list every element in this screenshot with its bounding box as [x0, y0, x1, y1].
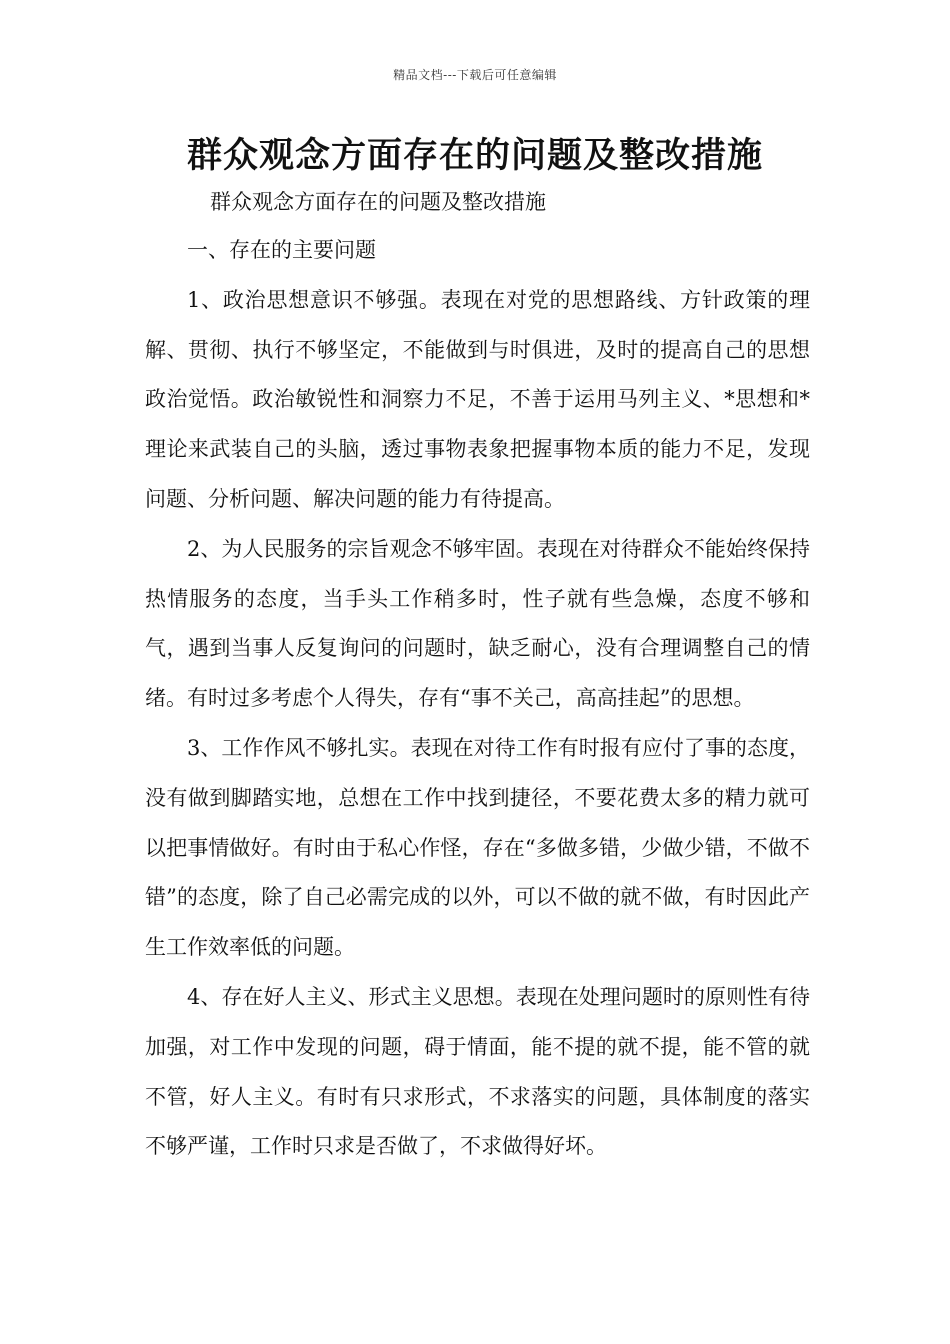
document-body: [145, 226, 810, 1172]
paragraph-1: 1、政治思想意识不够强。表现在对党的思想路线、方针政策的理解、贯彻、执行不够坚定，不能做到与时俱进，及时的提高自己的思想政治觉悟。政治敏锐性和洞察力不足，不善于运用马列主义、*思想和*理论来武装自己的头脑，透过事物表象把握事物本质的能力不足，发现问题、分析问题、解决问题的能力有待提高。: [145, 287, 810, 511]
header-note: 精品文档---下载后可任意编辑: [393, 68, 557, 82]
paragraph-2: 2、为人民服务的宗旨观念不够牢固。表现在对待群众不能始终保持热情服务的态度，当手头工作稍多时，性子就有些急燥，态度不够和气，遇到当事人反复询问的问题时，缺乏耐心，没有合理调整自己的情绪。有时过多考虑个人得失，存有“事不关己，高高挂起”的思想。: [145, 536, 810, 711]
section-heading: 一、存在的主要问题: [187, 238, 376, 262]
document-subtitle: 群众观念方面存在的问题及整改措施: [210, 190, 546, 214]
paragraph-4: 4、存在好人主义、形式主义思想。表现在处理问题时的原则性有待加强，对工作中发现的问题，碍于情面，能不提的就不提，能不管的就不管，好人主义。有时有只求形式，不求落实的问题，具体制度的落实不够严谨，工作时只求是否做了，不求做得好坏。: [145, 984, 810, 1159]
document-title: 群众观念方面存在的问题及整改措施: [186, 135, 763, 176]
paragraph-3: 3、工作作风不够扎实。表现在对待工作有时报有应付了事的态度，没有做到脚踏实地，总想在工作中找到捷径，不要花费太多的精力就可以把事情做好。有时由于私心作怪，存在“多做多错，少做少错，不做不错”的态度，除了自己必需完成的以外，可以不做的就不做，有时因此产生工作效率低的问题。: [145, 735, 810, 960]
